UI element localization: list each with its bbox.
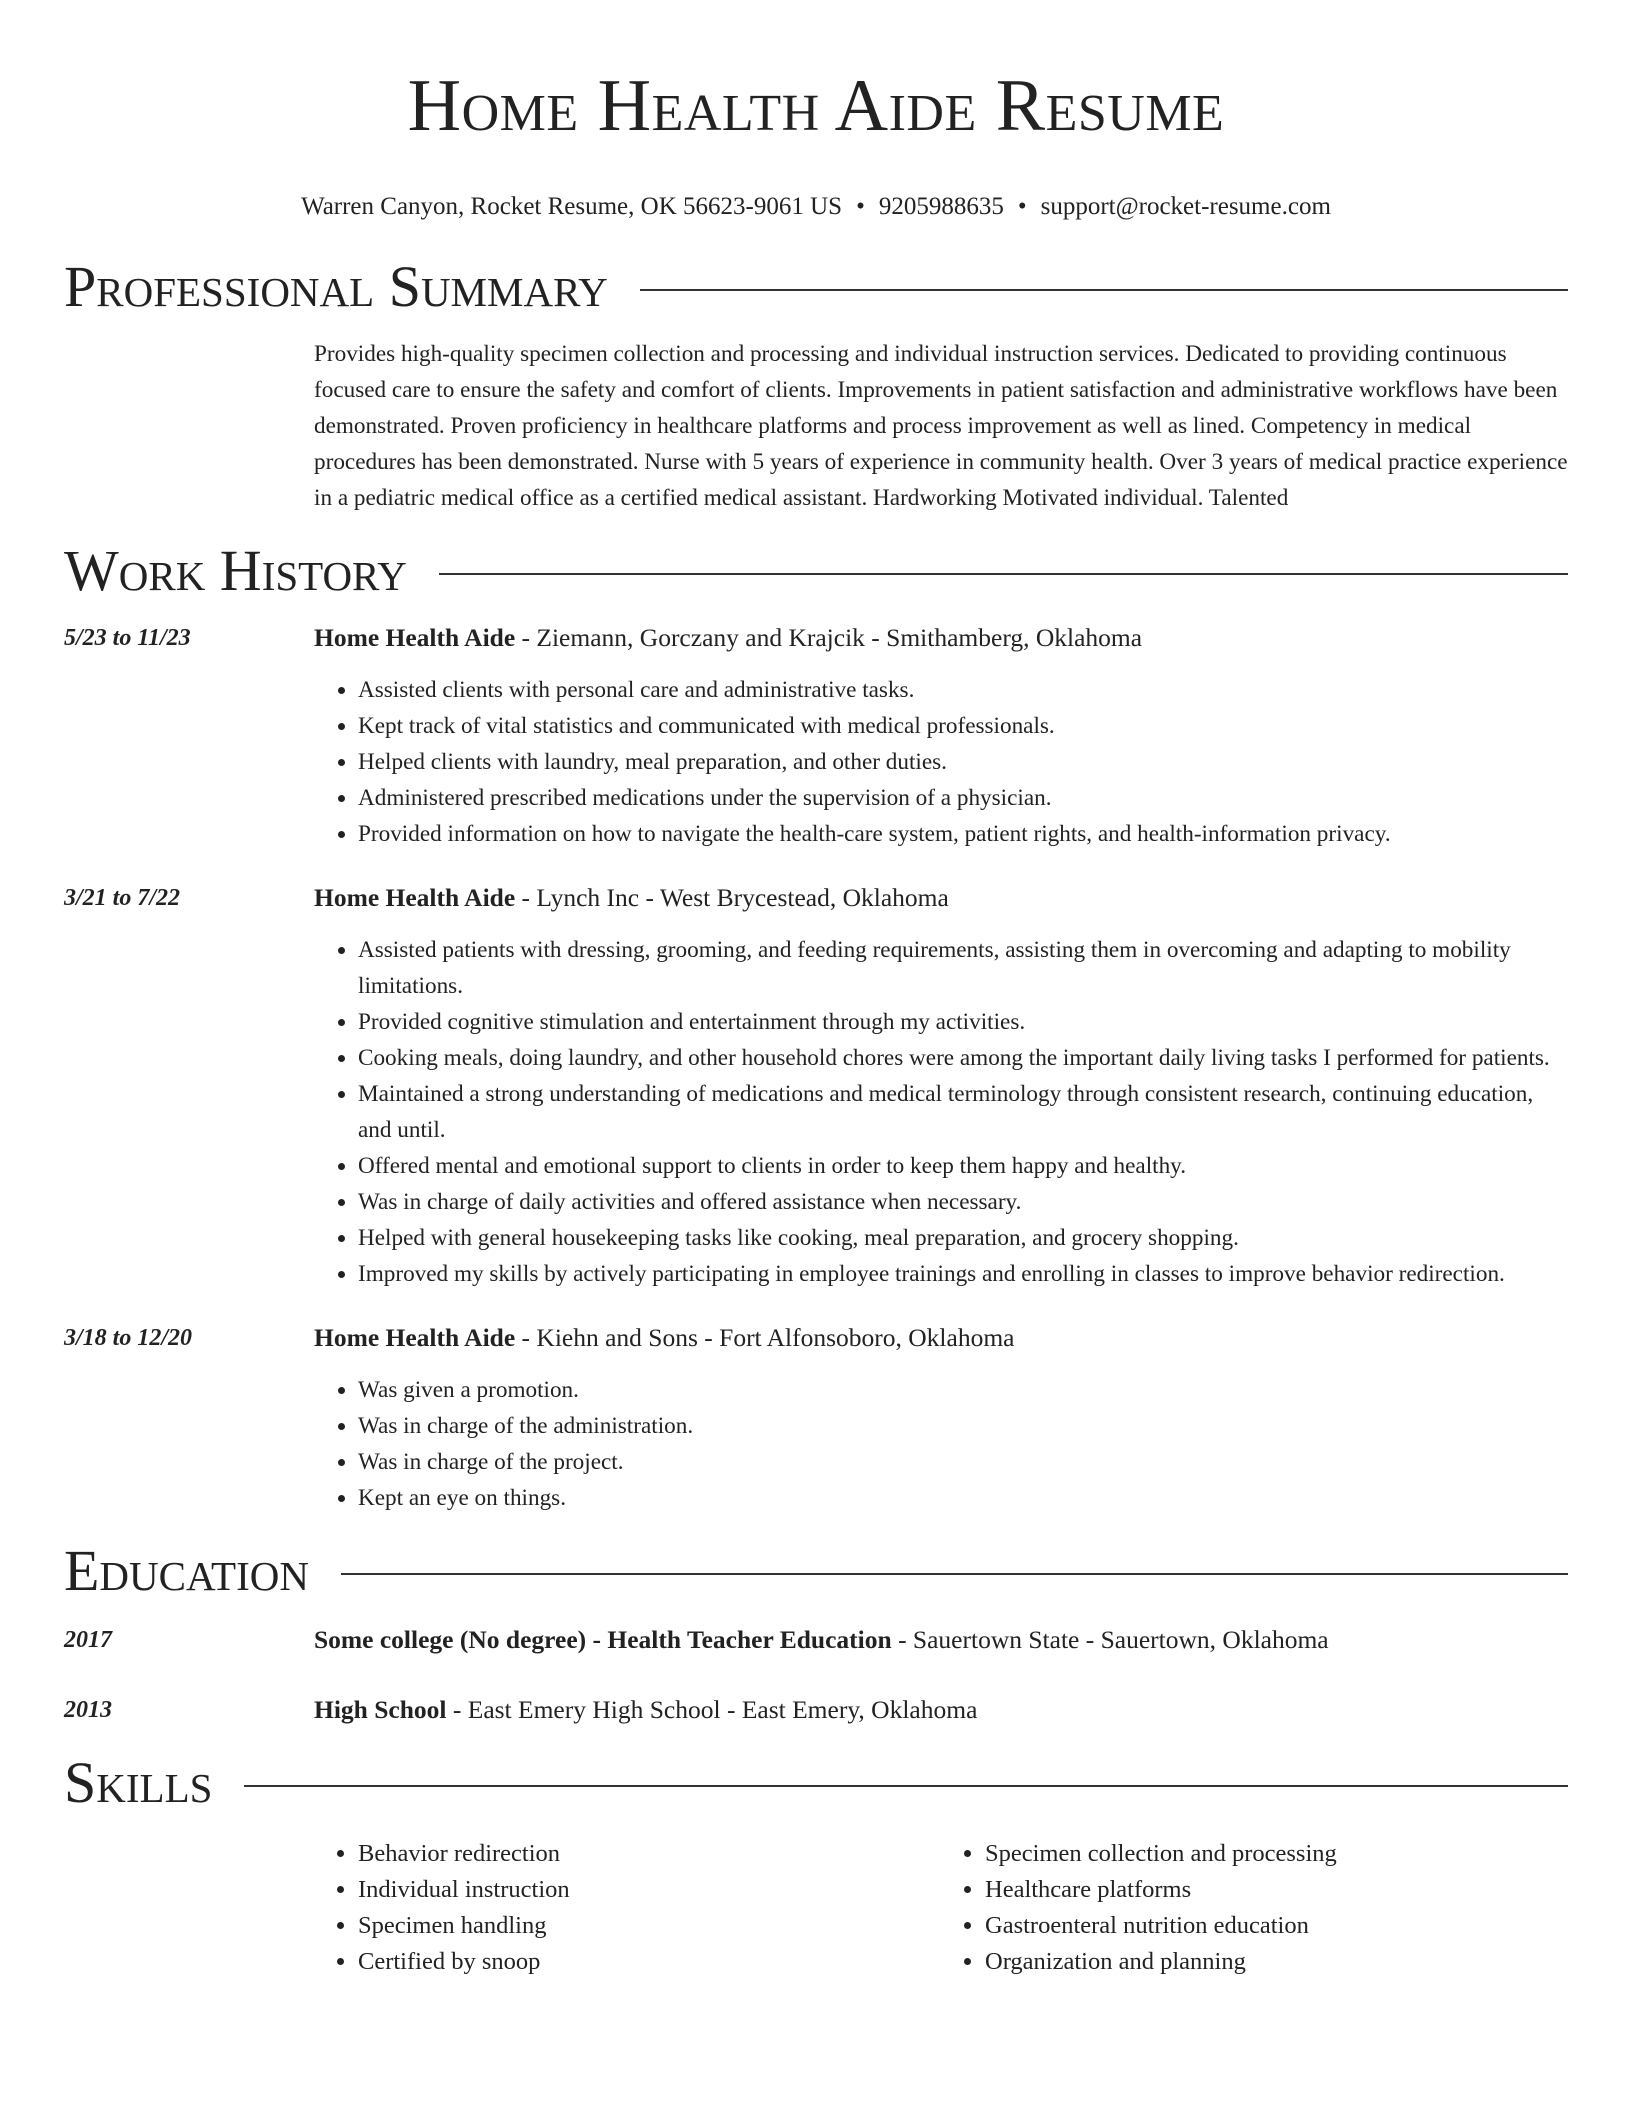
job-heading: [314, 1320, 1568, 1356]
list-item: • Kept an eye on things.: [358, 1480, 1568, 1516]
skills-column-right: [941, 1836, 1568, 1980]
list-item: • Cooking meals, doing laundry, and other household chores were among the important daily living tasks I performed for patients.: [358, 1040, 1568, 1076]
section-divider: [640, 289, 1568, 291]
education-year: 2013: [64, 1697, 112, 1723]
list-item: • Provided information on how to navigate the health-care system, patient rights, and health-information privacy.: [358, 816, 1568, 852]
skill-item: • Specimen collection and processing: [985, 1836, 1568, 1872]
job-duties: [314, 672, 1568, 852]
education-entry: [64, 1622, 1568, 1658]
list-item: • Offered mental and emotional support to clients in order to keep them happy and healthy.: [358, 1148, 1568, 1184]
job-entry: [64, 1320, 1568, 1516]
section-title-skills: Skills: [64, 1750, 213, 1815]
contact-address: Warren Canyon, Rocket Resume, OK 56623-9061 US: [301, 193, 843, 220]
list-item: • Was in charge of daily activities and offered assistance when necessary.: [358, 1184, 1568, 1220]
job-entry: [64, 620, 1568, 852]
list-item: • Administered prescribed medications under the supervision of a physician.: [358, 780, 1568, 816]
section-divider: [341, 1573, 1568, 1575]
section-header-education: [64, 1536, 1568, 1606]
job-employer: - Ziemann, Gorczany and Krajcik - Smithamberg, Oklahoma: [515, 623, 1143, 652]
contact-phone: 9205988635: [878, 193, 1004, 220]
contact-separator: •: [856, 193, 865, 220]
job-title: Home Health Aide: [314, 1323, 516, 1352]
list-item: • Assisted patients with dressing, grooming, and feeding requirements, assisting them in overcoming and adapting to mobility limitations.: [358, 932, 1568, 1004]
education-degree: Some college (No degree) - Health Teacher Education: [314, 1625, 892, 1654]
section-header-summary: [64, 252, 1568, 322]
job-dates: 3/18 to 12/20: [64, 1325, 193, 1351]
section-header-skills: [64, 1748, 1568, 1818]
job-title: Home Health Aide: [314, 883, 516, 912]
resume-page: [64, 0, 1568, 1980]
contact-email[interactable]: support@rocket-resume.com: [1040, 193, 1331, 220]
education-entry: [64, 1692, 1568, 1728]
skill-item: • Gastroenteral nutrition education: [985, 1908, 1568, 1944]
job-duties: [314, 1372, 1568, 1516]
list-item: • Maintained a strong understanding of medications and medical terminology through consistent research, continuing education, and until.: [358, 1076, 1568, 1148]
job-entry: [64, 880, 1568, 1292]
job-title: Home Health Aide: [314, 623, 516, 652]
education-heading: [314, 1622, 1329, 1658]
list-item: • Was given a promotion.: [358, 1372, 1568, 1408]
list-item: • Assisted clients with personal care and administrative tasks.: [358, 672, 1568, 708]
section-divider: [244, 1785, 1568, 1787]
section-title-work: Work History: [64, 538, 407, 603]
skill-item: • Individual instruction: [358, 1872, 941, 1908]
section-title-summary: Professional Summary: [64, 254, 608, 319]
job-duties: [314, 932, 1568, 1292]
skill-item: • Specimen handling: [358, 1908, 941, 1944]
skill-item: • Certified by snoop: [358, 1944, 941, 1980]
skills-list: [314, 1836, 1568, 1980]
section-header-work: [64, 536, 1568, 606]
list-item: • Provided cognitive stimulation and entertainment through my activities.: [358, 1004, 1568, 1040]
education-heading: [314, 1692, 977, 1728]
skills-column-left: [314, 1836, 941, 1980]
education-school: - East Emery High School - East Emery, Oklahoma: [446, 1695, 978, 1724]
job-employer: - Kiehn and Sons - Fort Alfonsoboro, Oklahoma: [515, 1323, 1015, 1352]
job-heading: [314, 880, 1568, 916]
list-item: • Improved my skills by actively participating in employee trainings and enrolling in classes to improve behavior redirection.: [358, 1256, 1568, 1292]
education-school: - Sauertown State - Sauertown, Oklahoma: [891, 1625, 1329, 1654]
list-item: • Helped clients with laundry, meal preparation, and other duties.: [358, 744, 1568, 780]
summary-text: Provides high-quality specimen collection and processing and individual instruction services. Dedicated to providing continuous focused care to ensure the safety and comfort of clients. Improvements in patient satisfaction and administrative workflows have been demonstrated. Proven proficiency in healthcare platforms and process improvement as well as lined. Competency in medical procedures has been demonstrated. Nurse with 5 years of experience in community health. Over 3 years of medical practice experience in a pediatric medical office as a certified medical assistant. Hardworking Motivated individual. Talented: [314, 341, 1568, 511]
list-item: • Helped with general housekeeping tasks like cooking, meal preparation, and grocery shopping.: [358, 1220, 1568, 1256]
skill-item: • Healthcare platforms: [985, 1872, 1568, 1908]
section-title-education: Education: [64, 1538, 309, 1603]
job-dates: 3/21 to 7/22: [64, 885, 181, 911]
skill-item: • Behavior redirection: [358, 1836, 941, 1872]
skill-item: • Organization and planning: [985, 1944, 1568, 1980]
contact-line: [64, 190, 1568, 224]
job-dates: 5/23 to 11/23: [64, 625, 191, 651]
list-item: • Was in charge of the project.: [358, 1444, 1568, 1480]
contact-separator: •: [1017, 193, 1027, 220]
section-divider: [439, 573, 1568, 575]
job-heading: [314, 620, 1568, 656]
resume-title: Home Health Aide Resume: [407, 65, 1225, 147]
education-year: 2017: [64, 1627, 112, 1653]
education-degree: High School: [314, 1695, 447, 1724]
list-item: • Was in charge of the administration.: [358, 1408, 1568, 1444]
list-item: • Kept track of vital statistics and communicated with medical professionals.: [358, 708, 1568, 744]
job-employer: - Lynch Inc - West Brycestead, Oklahoma: [515, 883, 949, 912]
